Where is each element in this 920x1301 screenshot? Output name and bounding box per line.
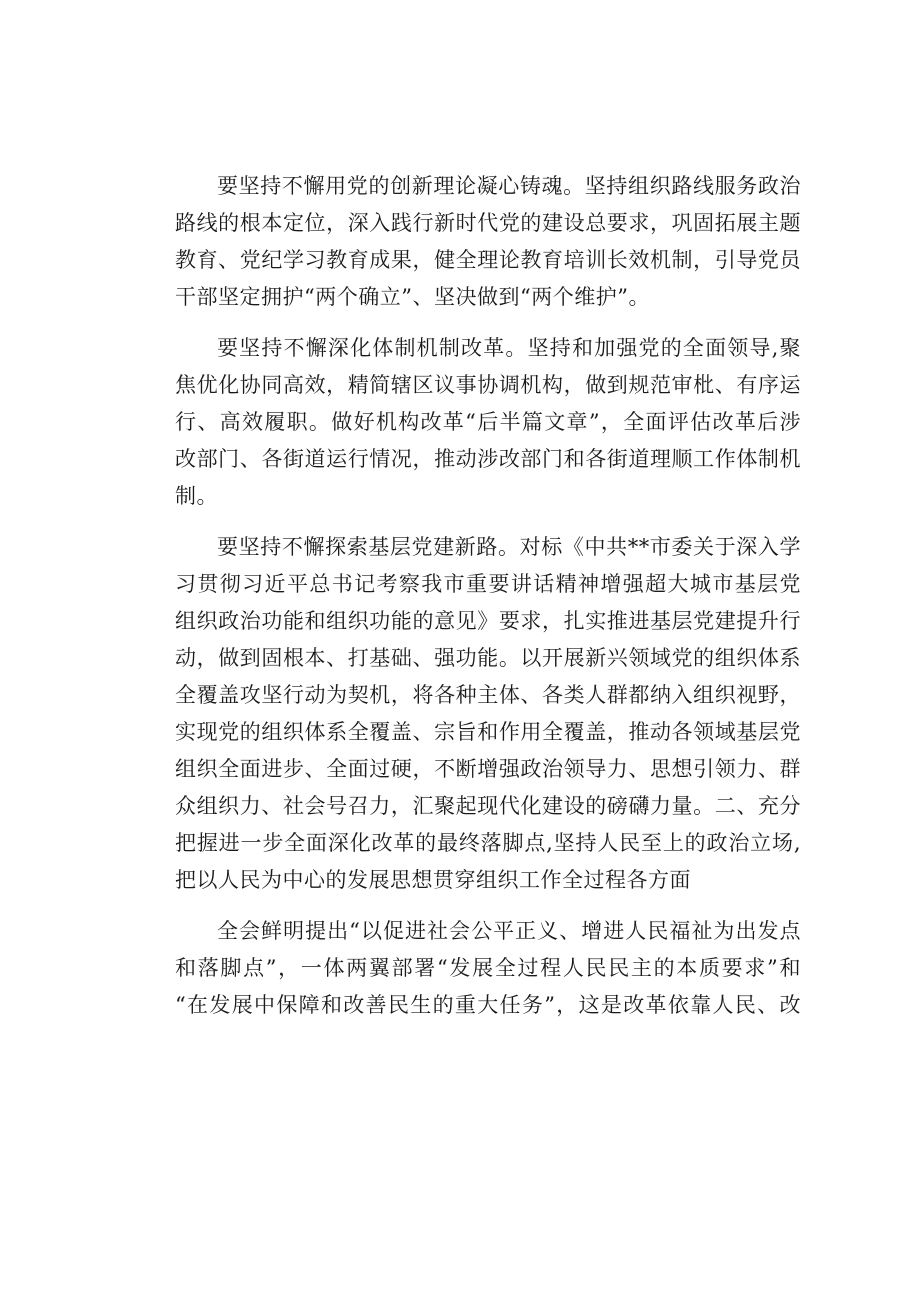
- text-line: “在发展中保障和改善民生的重大任务”，这是改革依靠人民、改: [175, 993, 801, 1017]
- text-line: 习贯彻习近平总书记考察我市重要讲话精神增强超大城市基层党: [175, 572, 801, 596]
- text-line: 要坚持不懈探索基层党建新路。对标《中共**市委关于深入学: [217, 535, 801, 559]
- text-line: 把以人民为中心的发展思想贯穿组织工作全过程各方面: [175, 868, 691, 892]
- text-line: 行、高效履职。做好机构改革“后半篇文章”，全面评估改革后涉: [175, 410, 801, 434]
- text-line: 实现党的组织体系全覆盖、宗旨和作用全覆盖，推动各领域基层党: [175, 720, 801, 744]
- text-line: 要坚持不懈用党的创新理论凝心铸魂。坚持组织路线服务政治: [217, 174, 801, 198]
- text-line: 教育、党纪学习教育成果，健全理论教育培训长效机制，引导党员: [175, 248, 801, 272]
- text-line: 动，做到固根本、打基础、强功能。以开展新兴领域党的组织体系: [175, 646, 801, 670]
- text-line: 制。: [175, 484, 218, 508]
- text-line: 组织全面进步、全面过硬，不断增强政治领导力、思想引领力、群: [175, 757, 801, 781]
- text-line: 要坚持不懈深化体制机制改革。坚持和加强党的全面领导,聚: [217, 336, 801, 360]
- text-line: 组织政治功能和组织功能的意见》要求，扎实推进基层党建提升行: [175, 609, 801, 633]
- document-body: [133, 168, 801, 1024]
- paragraph-2: [133, 330, 801, 515]
- text-line: 全覆盖攻坚行动为契机，将各种主体、各类人群都纳入组织视野，: [175, 683, 801, 707]
- paragraph-1: [133, 168, 801, 316]
- text-line: 众组织力、社会号召力，汇聚起现代化建设的磅礴力量。二、充分: [175, 794, 801, 818]
- text-line: 把握进一步全面深化改革的最终落脚点,坚持人民至上的政治立场,: [175, 831, 801, 855]
- paragraph-4: [133, 913, 801, 1024]
- text-line: 干部坚定拥护“两个确立”、坚决做到“两个维护”。: [175, 285, 650, 309]
- text-line: 和落脚点”，一体两翼部署“发展全过程人民民主的本质要求”和: [175, 956, 801, 980]
- paragraph-3: [133, 529, 801, 899]
- text-line: 全会鲜明提出“以促进社会公平正义、增进人民福祉为出发点: [217, 919, 801, 943]
- text-line: 改部门、各街道运行情况，推动涉改部门和各街道理顺工作体制机: [175, 447, 801, 471]
- text-line: 路线的根本定位，深入践行新时代党的建设总要求，巩固拓展主题: [175, 211, 801, 235]
- text-line: 焦优化协同高效，精简辖区议事协调机构，做到规范审枇、有序运: [175, 373, 801, 397]
